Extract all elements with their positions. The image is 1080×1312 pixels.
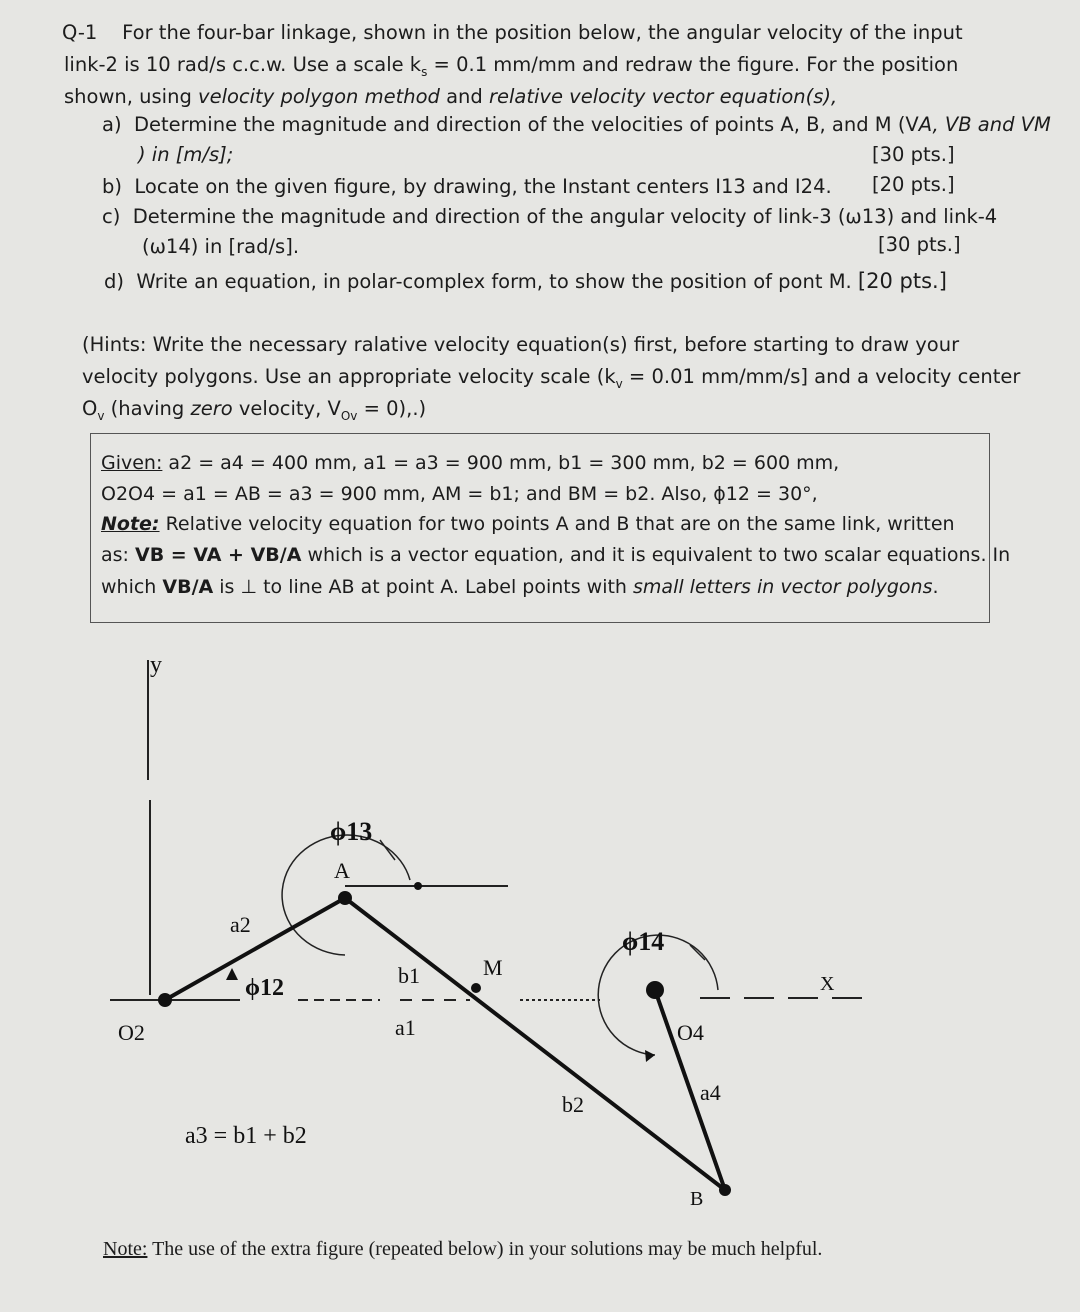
pin-o4 xyxy=(646,981,664,999)
footer-note: Note: The use of the extra figure (repeated below) in your solutions may be much helpful. xyxy=(103,1238,823,1260)
link-3-coupler xyxy=(345,898,725,1190)
b1-label: b1 xyxy=(398,963,420,988)
part-a-points: [30 pts.] xyxy=(872,143,955,166)
point-m xyxy=(471,983,481,993)
part-d: d) Write an equation, in polar-complex form, to show the position of pont M. [20 pts.] xyxy=(104,269,947,293)
a2-label: a2 xyxy=(230,912,251,937)
part-b-points: [20 pts.] xyxy=(872,173,955,196)
pin-o2 xyxy=(158,993,172,1007)
o2-label: O2 xyxy=(118,1020,145,1045)
phi12-arrowhead xyxy=(226,968,238,980)
part-c-cont: (ω14) in [rad/s]. xyxy=(142,235,300,258)
a1-label: a1 xyxy=(395,1015,416,1040)
given-line-1: Given: a2 = a4 = 400 mm, a1 = a3 = 900 mm, b1 = 300 mm, b2 = 600 mm, xyxy=(101,452,840,474)
linkage-figure xyxy=(0,630,1080,1230)
a4-label: a4 xyxy=(700,1080,721,1105)
y-axis-label: y xyxy=(150,652,162,678)
question-number: Q-1 xyxy=(62,21,98,44)
part-a-cont: ) in [m/s]; xyxy=(138,143,234,166)
question-line-2: link-2 is 10 rad/s c.c.w. Use a scale $k_s = 0.1$ mm/mm and redraw the figure. For the position xyxy=(64,53,959,79)
given-line-2: O2O4 = a1 = AB = a3 = 900 mm, AM = b1; and BM = b2. Also, ϕ12 = 30°, xyxy=(101,483,818,505)
phi13-arc-tail xyxy=(380,840,395,860)
hints-line-3: $O_v$ (having zero velocity, $V_{Ov} = 0$),.) xyxy=(82,397,427,423)
part-c-points: [30 pts.] xyxy=(878,233,961,256)
phi13-label: ϕ13 xyxy=(330,817,373,846)
phi14-arrowhead xyxy=(645,1050,655,1062)
phi12-label: ϕ12 xyxy=(245,975,284,1001)
part-b: b) Locate on the given figure, by drawing, the Instant centers I13 and I24. xyxy=(102,175,832,198)
given-box xyxy=(90,433,1011,623)
phi13-marker xyxy=(414,882,422,890)
phi14-arc-tail xyxy=(690,945,705,960)
m-label: M xyxy=(483,955,503,980)
o4-label: O4 xyxy=(677,1020,704,1045)
pin-b xyxy=(719,1184,731,1196)
phi14-label: ϕ14 xyxy=(622,927,665,956)
given-line-4: as: VB = VA + VB/A which is a vector equation, and it is equivalent to two scalar equations. In xyxy=(101,544,1011,566)
hints-line-2: velocity polygons. Use an appropriate velocity scale ($k_v = 0.01$ mm/mm/s] and a velocity center xyxy=(82,365,1021,391)
given-line-5: which VB/A is ⊥ to line AB at point A. Label points with small letters in vector polygons. xyxy=(101,576,939,598)
part-c: c) Determine the magnitude and direction of the angular velocity of link-3 (ω13) and link-4 xyxy=(102,205,998,228)
hints-line-1: (Hints: Write the necessary ralative velocity equation(s) first, before starting to draw your xyxy=(82,333,960,356)
b-label: B xyxy=(690,1188,704,1210)
x-axis-label: X xyxy=(820,973,835,995)
question-line-3: shown, using velocity polygon method and relative velocity vector equation(s), xyxy=(64,85,838,108)
b2-label: b2 xyxy=(562,1092,584,1117)
part-a: a) Determine the magnitude and direction of the velocities of points A, B, and M (VA, VB and VM xyxy=(102,113,1051,136)
a-label: A xyxy=(334,858,350,883)
given-line-3: Note: Relative velocity equation for two points A and B that are on the same link, written xyxy=(101,513,955,535)
question-line-1: Q-1 For the four-bar linkage, shown in the position below, the angular velocity of the input xyxy=(62,21,963,44)
pin-a xyxy=(338,891,352,905)
length-equation: a3 = b1 + b2 xyxy=(185,1123,307,1149)
